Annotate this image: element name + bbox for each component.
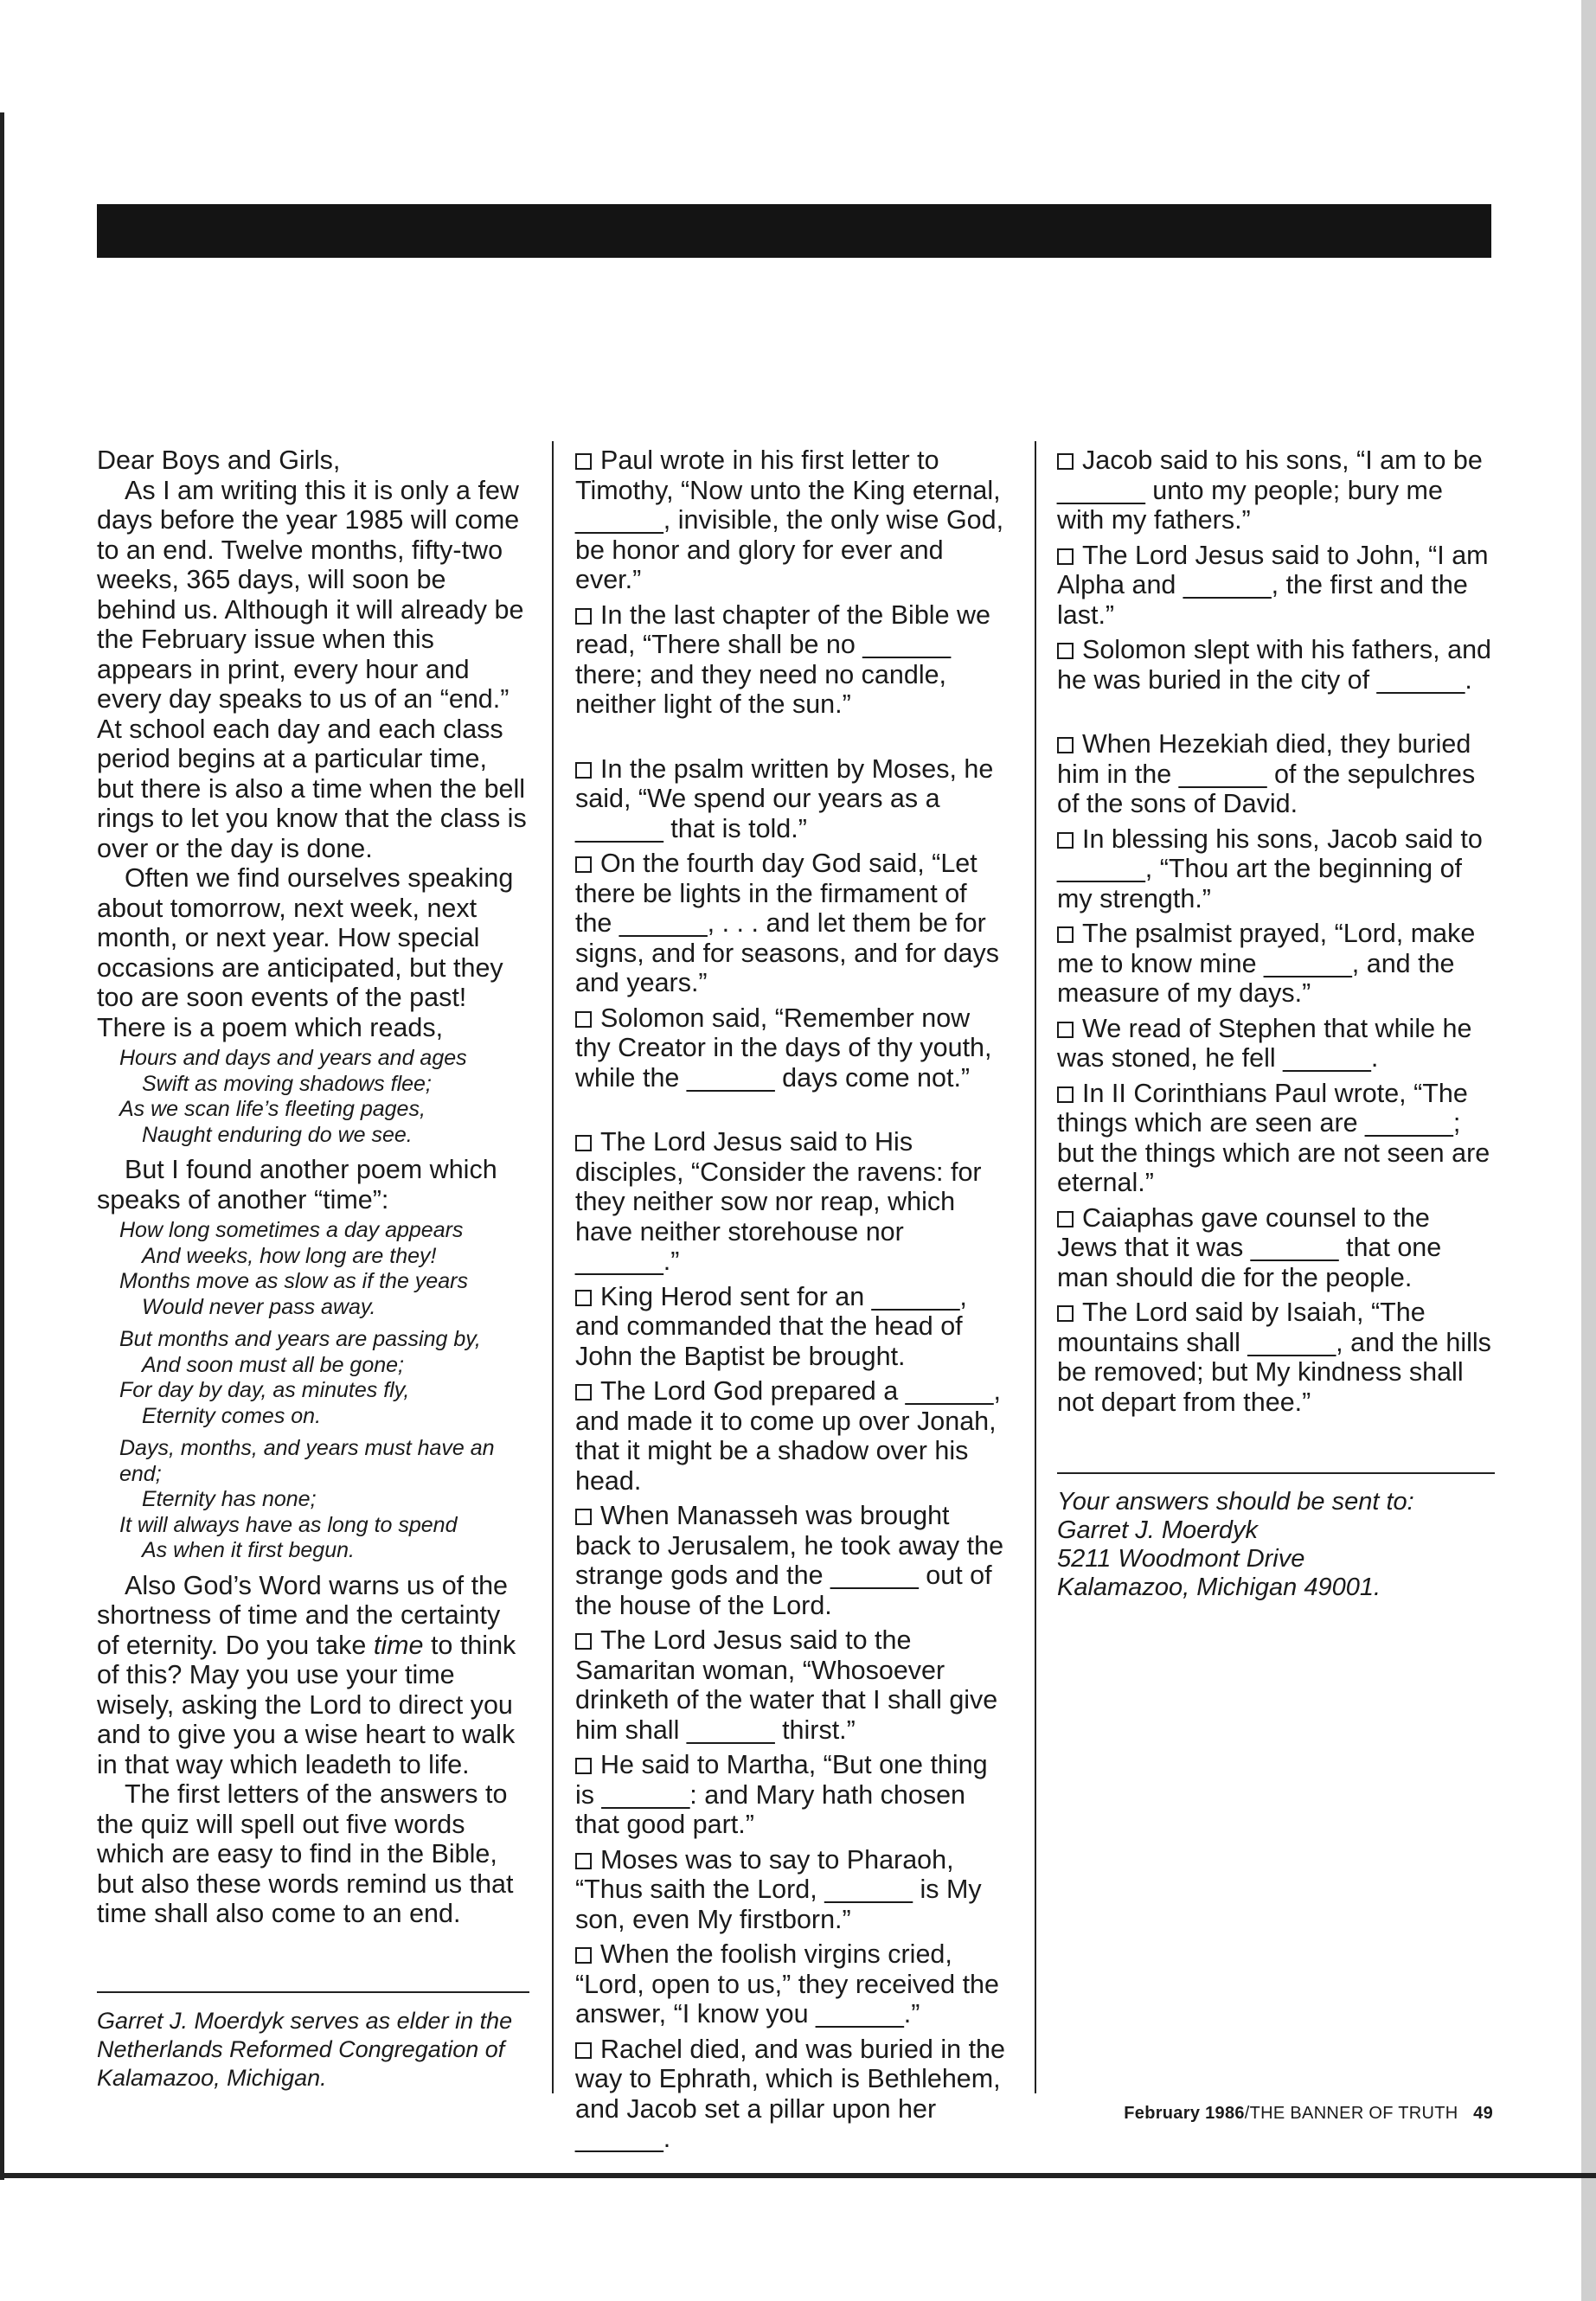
checkbox-icon [575,1947,592,1964]
checkbox-icon [1057,453,1074,470]
quiz-text: We read of Stephen that while he was stoned, he fell ______. [1057,1013,1472,1073]
quiz-text: Rachel died, and was buried in the way to Ephrath, which is Bethlehem, and Jacob set a pillar upon her ______. [575,2034,1005,2153]
quiz-text: Moses was to say to Pharaoh, “Thus saith the Lord, ______ is My son, even My firstborn.” [575,1844,982,1934]
checkbox-icon [1057,737,1074,753]
quiz-text: When Hezekiah died, they buried him in the ______ of the sepulchres of the sons of David. [1057,729,1476,818]
checkbox-icon [575,1758,592,1774]
publication-name: /THE BANNER OF TRUTH [1244,2104,1458,2123]
issue-date: February 1986 [1124,2104,1245,2123]
header-bar [97,204,1491,258]
scan-right-margin [1581,0,1596,2301]
answers-name: Garret J. Moerdyk [1057,1516,1259,1544]
checkbox-icon [575,1011,592,1028]
quiz-item [1057,541,1495,631]
letter-paragraph: Often we find ourselves speaking about tomorrow, next week, next month, or next year. How special occasions are anticipated, but they too are soon events of the past! There is a poem which reads, [97,863,514,1042]
letter-paragraph: As I am writing this it is only a few days before the year 1985 will come to an end. Twelve months, fifty-two weeks, 365 days, will soon be behind us. Although it will already be the February issue when this appears in print, every hour and every day speaks to us of an “end.” At school each day and each class period begins at a particular time, but there is also a time when the bell rings to let you know that the class is over or the day is done. [97,475,527,863]
poem-line: Eternity has none; [142,1487,317,1511]
checkbox-icon [1057,1305,1074,1322]
poem-line: For day by day, as minutes fly, [119,1378,410,1402]
page-number: 49 [1473,2104,1493,2123]
checkbox-icon [575,1633,592,1650]
quiz-text: Solomon slept with his fathers, and he was buried in the city of ______. [1057,635,1492,695]
column-divider [552,441,554,2093]
poem-line: Days, months, and years must have an end; [119,1436,495,1486]
checkbox-icon [575,1509,592,1525]
poem-line: As we scan life’s fleeting pages, [119,1097,426,1121]
poem-1 [119,1046,529,1148]
poem-line: And weeks, how long are they! [142,1243,437,1268]
checkbox-icon [575,1135,592,1151]
poem-line: Months move as slow as if the years [119,1269,468,1293]
quiz-item [575,1376,1010,1496]
quiz-text: The Lord Jesus said to John, “I am Alpha and ______, the first and the last.” [1057,540,1489,630]
scan-left-edge [0,112,4,2180]
answers-heading: Your answers should be sent to: [1057,1488,1414,1516]
checkbox-icon [575,453,592,470]
quiz-text: Paul wrote in his first letter to Timothy, “Now unto the King eternal, ______, invisible, the only wise God, be honor and glory for ever and ever.” [575,445,1004,594]
quiz-text: Jacob said to his sons, “I am to be ______ unto my people; bury me with my fathers.” [1057,445,1483,535]
checkbox-icon [575,1290,592,1306]
quiz-item [575,1127,1010,1277]
quiz-item [575,754,1010,844]
quiz-item [1057,635,1495,695]
answers-city: Kalamazoo, Michigan 49001. [1057,1574,1381,1601]
quiz-item [1057,445,1495,535]
poem-stanza [119,1327,529,1429]
poem-stanza [119,1218,529,1320]
answers-address [1057,1472,1495,1602]
letter-paragraph: The first letters of the answers to the quiz will spell out five words which are easy to find in the Bible, but also these words remind us that time shall also come to an end. [97,1779,514,1928]
page-footer [1081,2104,1493,2124]
checkbox-icon [1057,548,1074,565]
quiz-text: He said to Martha, “But one thing is ______: and Mary hath chosen that good part.” [575,1750,988,1839]
scan-bottom-edge [0,2173,1596,2178]
quiz-item [1057,1079,1495,1198]
quiz-text: When Manasseh was brought back to Jerusalem, he took away the strange gods and the ______ out of the house of the Lord. [575,1501,1004,1620]
quiz-item [575,1750,1010,1840]
author-note-text: Garret J. Moerdyk serves as elder in the Netherlands Reformed Congregation of Kalamazoo, Michigan. [97,2008,513,2091]
checkbox-icon [1057,1086,1074,1103]
poem-line: As when it first begun. [142,1538,355,1562]
checkbox-icon [575,608,592,625]
quiz-text: The Lord Jesus said to the Samaritan woman, “Whosoever drinketh of the water that I shall give him shall ______ thirst.” [575,1625,998,1745]
poem-line: But months and years are passing by, [119,1327,481,1351]
quiz-item [575,445,1010,595]
letter-paragraph [97,1571,529,1780]
poem-line: Hours and days and years and ages [119,1046,467,1070]
quiz-item [1057,729,1495,819]
checkbox-icon [575,762,592,779]
quiz-column-right [1057,445,1495,1422]
quiz-text: In the psalm written by Moses, he said, “We spend our years as a ______ that is told.” [575,753,994,843]
poem-stanza [119,1436,529,1564]
quiz-item [1057,1203,1495,1293]
checkbox-icon [1057,1211,1074,1227]
letter-text: Also God’s Word warns us of the shortness of time and the certainty of eternity. Do you take [97,1570,509,1660]
checkbox-icon [1057,832,1074,849]
quiz-item [575,1625,1010,1745]
quiz-item [1057,1014,1495,1074]
quiz-item [575,1845,1010,1935]
quiz-text: When the foolish virgins cried, “Lord, open to us,” they received the answer, “I know you ______.” [575,1939,999,2029]
poem-line: Swift as moving shadows flee; [142,1071,432,1096]
poem-line: Eternity comes on. [142,1403,322,1428]
quiz-item [575,849,1010,998]
quiz-text: Caiaphas gave counsel to the Jews that it was ______ that one man should die for the people. [1057,1202,1442,1292]
letter-paragraph: But I found another poem which speaks of another “time”: [97,1155,497,1215]
checkbox-icon [1057,643,1074,659]
salutation: Dear Boys and Girls, [97,445,341,475]
quiz-item [575,600,1010,720]
quiz-text: In the last chapter of the Bible we read, “There shall be no ______ there; and they need no candle, neither light of the sun.” [575,599,990,719]
poem-line: How long sometimes a day appears [119,1218,464,1242]
quiz-text: The Lord God prepared a ______, and made it to come up over Jonah, that it might be a shadow over his head. [575,1376,1001,1496]
checkbox-icon [1057,926,1074,943]
quiz-text: In blessing his sons, Jacob said to ______, “Thou art the beginning of my strength.” [1057,824,1483,913]
poem-line: It will always have as long to spend [119,1512,458,1537]
checkbox-icon [575,1384,592,1400]
poem-2 [119,1218,529,1564]
quiz-text: The Lord said by Isaiah, “The mountains shall ______, and the hills be removed; but My kindness shall not depart from thee.” [1057,1298,1491,1417]
quiz-item [575,2035,1010,2154]
quiz-item [575,1282,1010,1372]
poem-line: And soon must all be gone; [142,1352,404,1377]
quiz-text: King Herod sent for an ______, and commanded that the head of John the Baptist be brought. [575,1281,967,1371]
checkbox-icon [575,2042,592,2059]
quiz-item [1057,1298,1495,1417]
quiz-text: The Lord Jesus said to His disciples, “Consider the ravens: for they neither sow nor reap, which have neither storehouse nor ______.” [575,1127,982,1276]
checkbox-icon [575,1853,592,1869]
checkbox-icon [575,856,592,873]
poem-line: Naught enduring do we see. [142,1122,413,1147]
quiz-column-middle [575,445,1010,2159]
author-note [97,1991,529,2093]
letter-column [97,445,529,1929]
quiz-item [575,1501,1010,1620]
quiz-item [1057,824,1495,914]
column-divider [1035,441,1036,2093]
poem-line: Would never pass away. [142,1294,376,1319]
letter-text: to think of this? May you use your time wisely, asking the Lord to direct you and to give you a wise heart to walk in that way which leadeth to life. [97,1630,516,1779]
quiz-item [575,1003,1010,1093]
quiz-text: In II Corinthians Paul wrote, “The things which are seen are ______; but the things which are not seen are eternal.” [1057,1078,1490,1197]
answers-street: 5211 Woodmont Drive [1057,1545,1305,1573]
quiz-item [1057,919,1495,1009]
quiz-item [575,1939,1010,2029]
quiz-text: The psalmist prayed, “Lord, make me to know mine ______, and the measure of my days.” [1057,919,1476,1008]
emphasis-time: time [373,1630,424,1660]
quiz-text: On the fourth day God said, “Let there be lights in the firmament of the ______, . . . and let them be for signs, and for seasons, and for days and years.” [575,849,999,997]
checkbox-icon [1057,1022,1074,1038]
quiz-text: Solomon said, “Remember now thy Creator in the days of thy youth, while the ______ days come not.” [575,1003,992,1093]
